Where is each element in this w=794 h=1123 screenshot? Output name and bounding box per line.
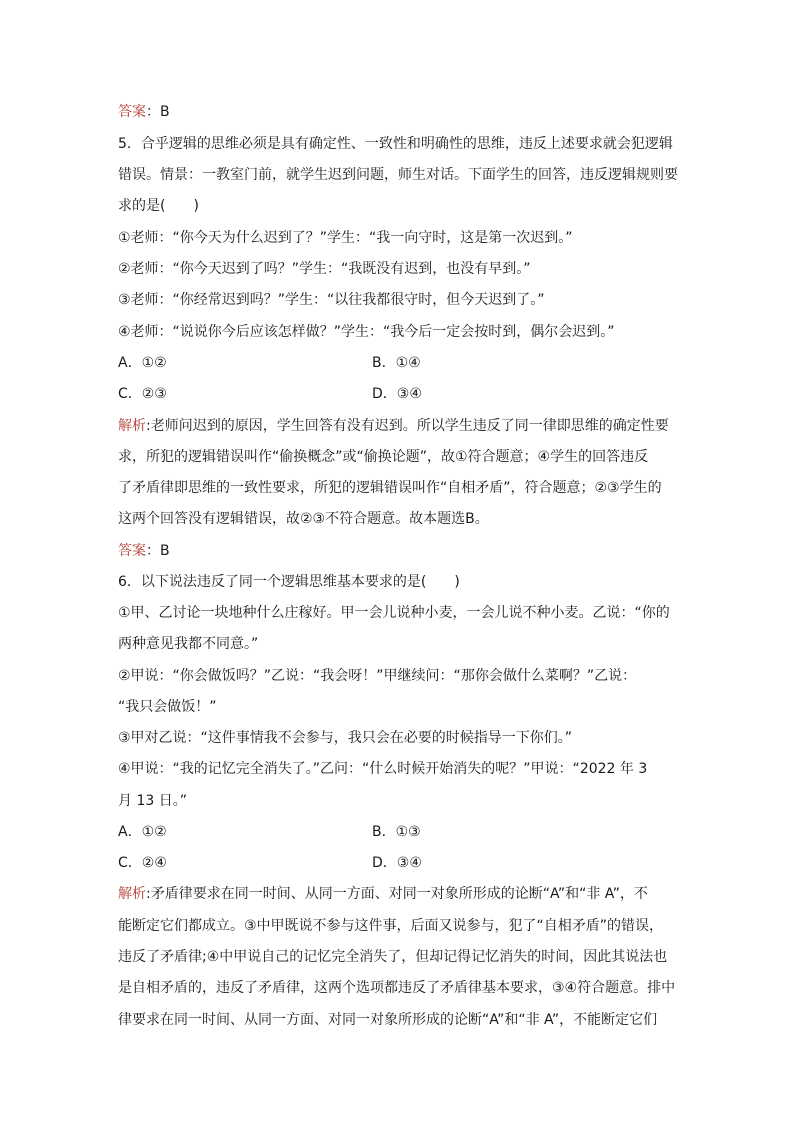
analysis-label: 解析 [118,886,146,902]
answer-label: 答案 [118,543,146,559]
answer-line-1 [118,102,170,122]
q6-analysis-line-2: 能断定它们都成立。③中甲既说不参与这件事，后面又说参与，犯了“自相矛盾”的错误， [118,918,664,934]
q5-analysis-line-2: 求，所犯的逻辑错误叫作“偷换概念”或“偷换论题”，故①符合题意；④学生的回答违反 [118,449,649,465]
q5-answer-line [118,541,170,561]
q6-item-1-line-2: 两种意见我都不同意。” [118,636,259,652]
q6-item-2-line-2: “我只会做饭！” [118,699,217,715]
q5-item-1: ①老师：“你今天为什么迟到了？”学生：“我一向守时，这是第一次迟到。” [118,230,573,246]
q5-analysis-line-3: 了矛盾律即思维的一致性要求，所犯的逻辑错误叫作“自相矛盾”，符合题意；②③学生的 [118,480,662,496]
answer-label: 答案 [118,104,146,120]
q6-item-3: ③甲对乙说：“这件事情我不会参与，我只会在必要的时候指导一下你们。” [118,730,573,746]
q5-item-4: ④老师：“说说你今后应该怎样做？”学生：“我今后一定会按时到，偶尔会迟到。” [118,324,615,340]
answer-value: ：B [146,104,170,120]
q6-item-4-line-2: 月 13 日。” [118,793,187,809]
q5-option-b: B．①④ [372,355,421,371]
analysis-label: 解析 [118,418,146,434]
q5-option-a: A．①② [118,355,167,371]
q5-option-d: D．③④ [372,386,422,402]
q5-item-3: ③老师：“你经常迟到吗？”学生：“以往我都很守时，但今天迟到了。” [118,292,545,308]
q6-stem: 6．以下说法违反了同一个逻辑思维基本要求的是( ) [118,574,460,590]
q6-analysis-line-5: 律要求在同一时间、从同一方面、对同一对象所形成的论断“A”和“非 A”，不能断定它们 [118,1012,658,1028]
q6-item-4-line-1: ④甲说：“我的记忆完全消失了。”乙问：“什么时候开始消失的呢？”甲说：“2022 年 3 [118,761,648,777]
q5-option-c: C．②③ [118,386,167,402]
q6-item-1-line-1: ①甲、乙讨论一块地种什么庄稼好。甲一会儿说种小麦，一会儿说不种小麦。乙说：“你的 [118,605,670,621]
q6-option-c: C．②④ [118,855,167,871]
q5-stem-line-1: 5．合乎逻辑的思维必须是具有确定性、一致性和明确性的思维，违反上述要求就会犯逻辑 [118,136,673,152]
q6-analysis-line-3: 违反了矛盾律;④中甲说自己的记忆完全消失了，但却记得记忆消失的时间，因此其说法也 [118,949,668,965]
q6-analysis-line-4: 是自相矛盾的，违反了矛盾律，这两个选项都违反了矛盾律基本要求，③④符合题意。排中 [118,980,676,996]
q5-analysis-line-4: 这两个回答没有逻辑错误，故②③不符合题意。故本题选B。 [118,511,489,527]
q6-option-a: A．①② [118,824,167,840]
answer-value: ：B [146,543,170,559]
q5-analysis-line-1: 解析:老师问迟到的原因，学生回答有没有迟到。所以学生违反了同一律即思维的确定性要 [118,418,669,434]
q6-analysis-line-1: 解析:矛盾律要求在同一时间、从同一方面、对同一对象所形成的论断“A”和“非 A”，不 [118,886,648,902]
q6-option-b: B．①③ [372,824,421,840]
q6-option-d: D．③④ [372,855,422,871]
q6-item-2-line-1: ②甲说：“你会做饭吗？”乙说：“我会呀！”甲继续问：“那你会做什么菜啊？”乙说： [118,668,637,684]
q5-stem-line-2: 错误。情景：一教室门前，就学生迟到问题，师生对话。下面学生的回答，违反逻辑规则要 [118,167,678,183]
q5-item-2: ②老师：“你今天迟到了吗？”学生：“我既没有迟到，也没有早到。” [118,261,531,277]
q5-stem-line-3: 求的是( ) [118,198,199,214]
